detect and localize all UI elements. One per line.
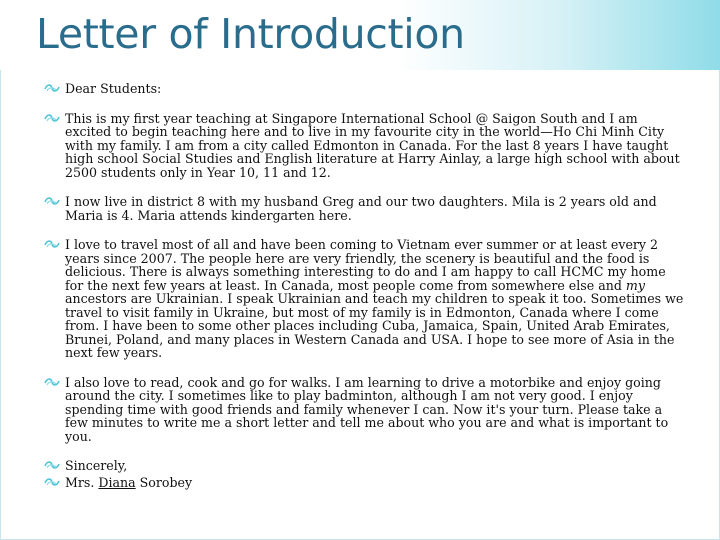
paragraph-3: [44, 238, 684, 360]
paragraph-4: [44, 376, 684, 444]
signature-first-name: Diana: [98, 474, 136, 490]
scroll-swirl-icon: [44, 239, 60, 250]
paragraph-1: [44, 112, 684, 180]
paragraph-3-text-b: ancestors are Ukrainian. I speak Ukrainian and teach my children to speak it too. Sometimes we travel to visit family in Ukraine, but most of my family is in Edmonton, Canada where I come from. I have been to some other places including Cuba, Jamaica, Spain, United Arab Emirates, Brunei, Poland, and many places in Western Canada and USA. I hope to see more of Asia in the next few years.: [65, 291, 684, 360]
signature-prefix: Mrs.: [65, 474, 99, 490]
signature-item: [44, 476, 684, 490]
greeting-text: Dear Students:: [65, 81, 162, 96]
paragraph-1-text: This is my first year teaching at Singapore International School @ Saigon South and I am excited to begin teaching here and to live in my favourite city in the world—Ho Chi Minh City with my family. I am from a city called Edmonton in Canada. For the last 8 years I have taught high school Social Studies and English literature at Harry Ainlay, a large high school with about 2500 students only in Year 10, 11 and 12.: [65, 110, 680, 180]
paragraph-4-text: I also love to read, cook and go for walks. I am learning to drive a motorbike and enjoy going around the city. I sometimes like to play badminton, although I am not very good. I enjoy spending time with good friends and family whenever I can. Now it's your turn. Please take a few minutes to write me a short letter and tell me about who you are and what is important to you.: [65, 374, 669, 444]
paragraph-2: [44, 195, 684, 222]
paragraph-3-italic: my: [625, 277, 645, 293]
greeting-item: [44, 82, 684, 96]
page-title: Letter of Introduction: [36, 10, 465, 58]
scroll-swirl-icon: [44, 113, 60, 124]
signature-last-name: Sorobey: [135, 474, 193, 490]
scroll-swirl-icon: [44, 83, 60, 94]
scroll-swirl-icon: [44, 477, 60, 488]
closing-text: Sincerely,: [65, 458, 128, 473]
paragraph-2-text: I now live in district 8 with my husband Greg and our two daughters. Mila is 2 years old and Maria is 4. Maria attends kindergarten here.: [65, 194, 657, 223]
scroll-swirl-icon: [44, 377, 60, 388]
paragraph-3-text-a: I love to travel most of all and have been coming to Vietnam ever summer or at least every 2 years since 2007. The people here are very friendly, the scenery is beautiful and the food is delicious. There is always something interesting to do and I am happy to call HCMC my home for the next few years at least. In Canada, most people come from somewhere else and: [65, 237, 666, 293]
scroll-swirl-icon: [44, 460, 60, 471]
letter-body: [44, 82, 684, 489]
closing-item: [44, 459, 684, 473]
scroll-swirl-icon: [44, 196, 60, 207]
